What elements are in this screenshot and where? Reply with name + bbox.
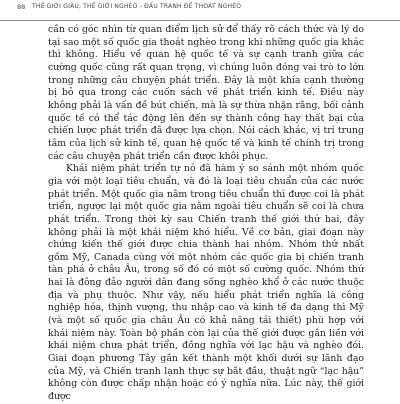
page-header — [0, 0, 400, 21]
body-text — [48, 24, 364, 404]
page-number: 88 — [17, 3, 26, 11]
running-title: THẾ GIỚI GIÀU, THẾ GIỚI NGHÈO - ĐẤU TRANH ĐỂ THOÁT NGHÈO — [32, 3, 242, 10]
paragraph: Khái niệm phát triển tự nó đã hàm ý so sánh một nhóm quốc gia với một loại tiêu chuẩn, và đó là loại tiêu chuẩn của các nước phát triển. Một quốc gia nằm trong tiêu chuẩn thì được coi là phát triển, ngược lại một quốc gia nằm ngoài tiêu chuẩn sẽ coi là chưa phát triển. Trong thời kỳ sau Chiến tranh thế giới thứ hai, đây không phải là một khái niệm khó hiểu. Về cơ bản, giai đoạn này chứng kiến thế giới được chia thành hai nhóm. Nhóm thứ nhất gồm Mỹ, Canada cùng với một nhóm các quốc gia bị chiến tranh tàn phá ở châu Âu, trong số đó có một số cường quốc. Nhóm thứ hai là đông đảo người dân đang sống nghèo khổ ở các nước thuộc địa và phụ thuộc. Như vậy, nếu hiểu phát triển nghĩa là công nghiệp hóa, thịnh vượng, thu nhập cao và kinh tế đa dạng thì Mỹ (và một số quốc gia châu Âu có khả năng tái thiết) phù hợp với khái niệm này. Toàn bộ phần còn lại của thế giới được gắn liền với khái niệm chưa phát triển, đồng nghĩa với lạc hậu và nghèo đói. Giai đoạn phương Tây gắn kết thành một khối dưới sự lãnh đạo của Mỹ, và Chiến tranh lạnh thực sự bắt đầu, thuật ngữ “lạc hậu” không còn được chấp nhận hoặc có ý nghĩa nữa. Lúc này, thế giới được — [48, 163, 364, 403]
paragraph-continued: cần có góc nhìn từ quan điểm lịch sử để thấy rõ cách thức và lý do tại sao một số quốc gia thoát nghèo trong khi những quốc gia khác thì không. Hiểu về quan hệ quốc tế và sự cạnh tranh giữa các cường quốc cũng rất quan trọng, vì chúng luôn đóng vai trò to lớn trong những câu chuyện phát triển. Đây là một khía cạnh thường bị bỏ qua trong các cuốn sách về phát triển kinh tế. Điều này không phải là vấn đề bút chiến, mà là sự thừa nhận rằng, bối cảnh quốc tế có thể tác động lên đến sự thành công hay thất bại của chiến lược phát triển đã được lựa chọn. Nói cách khác, vị trí trung tâm của lịch sử kinh tế, quan hệ quốc tế và kinh tế chính trị trong các câu chuyện phát triển cần được khôi phục. — [48, 24, 364, 162]
